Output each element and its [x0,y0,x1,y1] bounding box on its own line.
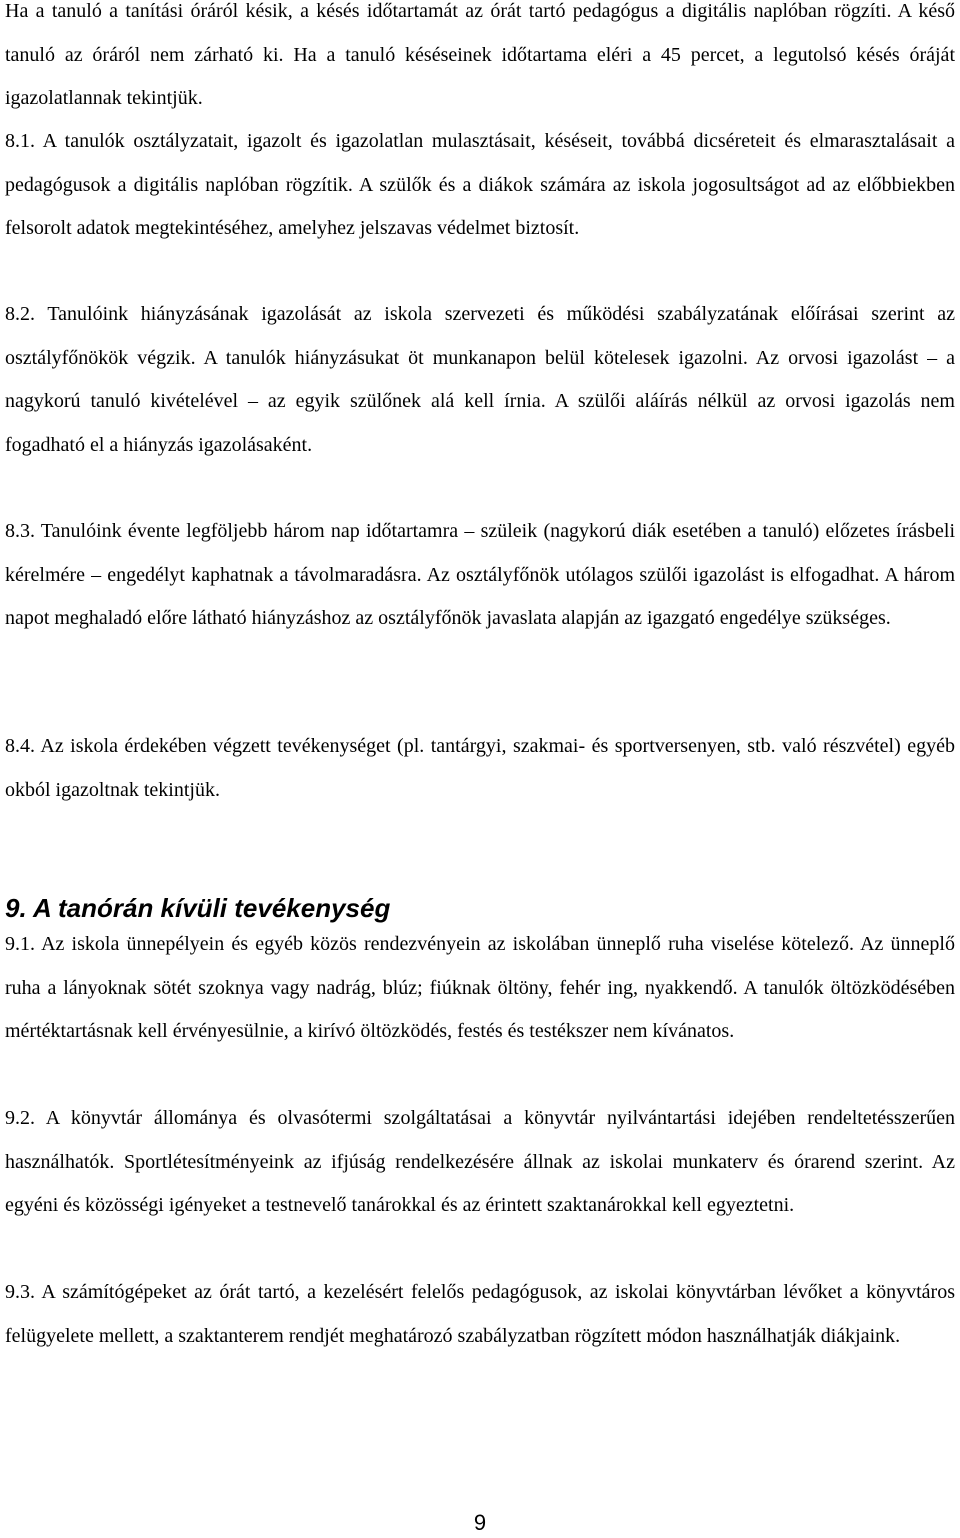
paragraph-9-1: 9.1. Az iskola ünnepélyein és egyéb közös rendezvényein az iskolában ünneplő ruha viselése kötelező. Az ünneplő ruha a lányoknak sötét szoknya vagy nadrág, blúz; fiúknak öltöny, fehér ing, nyakkendő. A tanulók öltözködésében mértéktartásnak kell érvényesülnie, a kirívó öltözködés, festés és testékszer nem kívánatos. [5,933,955,1043]
paragraph-intro: Ha a tanuló a tanítási óráról késik, a késés időtartamát az órát tartó pedagógus a digitális naplóban rögzíti. A késő tanuló az óráról nem zárható ki. Ha a tanuló késéseinek időtartama eléri a 45 percet, a legutolsó késés óráját igazolatlannak tekintjük. [5,0,955,110]
section-heading: 9. A tanórán kívüli tevékenység [5,893,391,923]
paragraph-9-3: 9.3. A számítógépeket az órát tartó, a kezelésért felelős pedagógusok, az iskolai könyvtárban lévőket a könyvtáros felügyelete mellett, a szaktanterem rendjét meghatározó szabályzatban rögzített módon használhatják diákjaink. [5,1281,955,1347]
page-number: 9 [473,1510,487,1535]
paragraph-9-2: 9.2. A könyvtár állománya és olvasótermi szolgáltatásai a könyvtár nyilvántartási idejében rendeltetésszerűen használhatók. Sportlétesítményeink az ifjúság rendelkezésére állnak az iskolai munkaterv és órarend szerint. Az egyéni és közösségi igényeket a testnevelő tanárokkal és az érintett szaktanárokkal kell egyeztetni. [5,1107,955,1217]
paragraph-8-1: 8.1. A tanulók osztályzatait, igazolt és igazolatlan mulasztásait, késéseit, továbbá dicséreteit és elmarasztalásait a pedagógusok a digitális naplóban rögzítik. A szülők és a diákok számára az iskola jogosultságot ad az előbbiekben felsorolt adatok megtekintéséhez, amelyhez jelszavas védelmet biztosít. [5,130,955,240]
paragraph-8-3: 8.3. Tanulóink évente legföljebb három nap időtartamra – szüleik (nagykorú diák esetében a tanuló) előzetes írásbeli kérelmére – engedélyt kaphatnak a távolmaradásra. Az osztályfőnök utólagos szülői igazolást is elfogadhat. A három napot meghaladó előre látható hiányzáshoz az osztályfőnök javaslata alapján az igazgató engedélye szükséges. [5,520,955,630]
paragraph-8-4: 8.4. Az iskola érdekében végzett tevékenységet (pl. tantárgyi, szakmai- és sportversenyen, stb. való részvétel) egyéb okból igazoltnak tekintjük. [5,735,955,801]
paragraph-8-2: 8.2. Tanulóink hiányzásának igazolását az iskola szervezeti és működési szabályzatának előírásai szerint az osztályfőnökök végzik. A tanulók hiányzásukat öt munkanapon belül kötelesek igazolni. Az orvosi igazolást – a nagykorú tanuló kivételével – az egyik szülőnek alá kell írnia. A szülői aláírás nélkül az orvosi igazolás nem fogadható el a hiányzás igazolásaként. [5,303,955,456]
